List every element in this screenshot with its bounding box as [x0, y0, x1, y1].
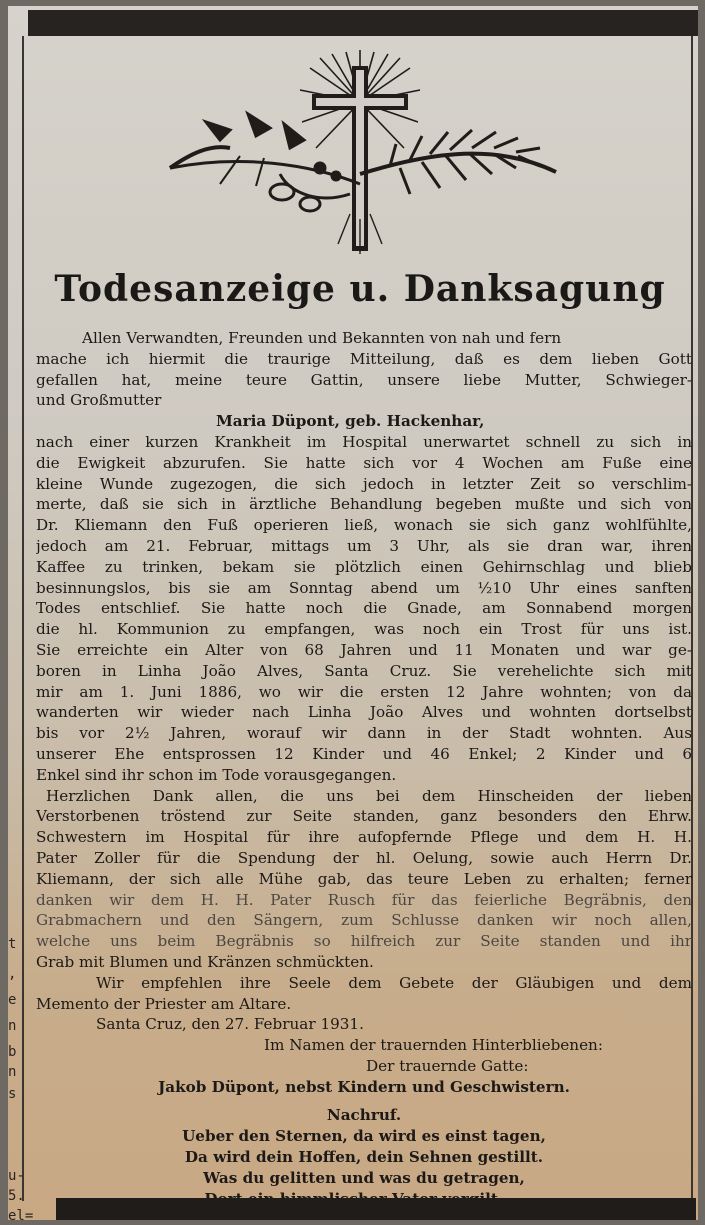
margin-fragment: el=	[8, 1208, 34, 1220]
newspaper-clipping	[8, 6, 698, 1220]
notice-line: Allen Verwandten, Freunden und Bekannten von nah und fern	[82, 329, 562, 347]
top-border-bar	[28, 10, 698, 36]
notice-line: kleine Wunde zugezogen, die sich jedoch in letzter Zeit so verschlim-	[36, 474, 692, 493]
notice-line: besinnungslos, bis sie am Sonntag abend um ½10 Uhr eines sanften	[36, 578, 692, 597]
left-margin-fragments	[8, 936, 34, 1220]
margin-fragment: u-	[8, 1168, 25, 1184]
notice-line: Dr. Kliemann den Fuß operieren ließ, wonach sie sich ganz wohlfühlte,	[36, 516, 692, 535]
bottom-border-bar	[56, 1198, 696, 1220]
margin-fragment: b	[8, 1044, 17, 1060]
notice-line: unserer Ehe entsprossen 12 Kinder und 46 Enkel; 2 Kinder und 6	[36, 744, 692, 763]
place-date: Santa Cruz, den 27. Februar 1931.	[96, 1015, 364, 1034]
thanks-line: Pater Zoller für die Spendung der hl. Oelung, sowie auch Herrn Dr.	[36, 848, 692, 867]
thanks-line: Grabmachern und den Sängern, zum Schlusse danken wir noch allen,	[36, 911, 692, 930]
margin-fragment: s	[8, 1086, 17, 1102]
notice-line: gefallen hat, meine teure Gattin, unsere liebe Mutter, Schwieger-	[36, 370, 692, 389]
notice-line: boren in Linha João Alves, Santa Cruz. Sie verehelichte sich mit	[36, 661, 692, 680]
poem-line: Da wird dein Hoffen, dein Sehnen gestillt.	[184, 1148, 544, 1167]
notice-line: bis vor 2½ Jahren, worauf wir dann in der Stadt wohnten. Aus	[36, 724, 692, 743]
cross-emblem	[160, 44, 560, 256]
margin-fragment: ,	[8, 966, 17, 982]
thanks-line: Verstorbenen tröstend zur Seite standen, ganz besonders den Ehrw.	[36, 807, 692, 826]
notice-line: die Ewigkeit abzurufen. Sie hatte sich vor 4 Wochen am Fuße eine	[36, 453, 692, 472]
margin-fragment: 5.	[8, 1188, 25, 1204]
poem-line: Was du gelitten und was du getragen,	[203, 1168, 525, 1187]
notice-line: Enkel sind ihr schon im Tode vorausgegangen.	[36, 765, 397, 784]
thanks-line: Memento der Priester am Altare.	[36, 994, 292, 1013]
thanks-line: Kliemann, der sich alle Mühe gab, das teure Leben zu erhalten; ferner	[36, 869, 692, 888]
margin-fragment: n	[8, 1018, 17, 1034]
palm-branch-icon	[360, 130, 556, 194]
thanks-line: danken wir dem H. H. Pater Rusch für das feierliche Begräbnis, den	[36, 890, 692, 909]
notice-title: Todesanzeige u. Danksagung	[54, 268, 666, 310]
notice-line: die hl. Kommunion zu empfangen, was noch ein Trost für uns ist.	[36, 620, 692, 639]
notice-line: jedoch am 21. Februar, mittags um 3 Uhr, als sie dran war, ihren	[36, 536, 692, 555]
notice-line: nach einer kurzen Krankheit im Hospital unerwartet schnell zu sich in	[36, 432, 692, 451]
deceased-name: Maria Düpont, geb. Hackenhar,	[216, 412, 485, 431]
margin-fragment: e	[8, 992, 17, 1008]
notice-line: und Großmutter	[36, 391, 162, 410]
left-column-rule	[22, 36, 24, 1201]
thanks-line: Herzlichen Dank allen, die uns bei dem Hinscheiden der lieben	[46, 786, 692, 805]
notice-line: Kaffee zu trinken, bekam sie plötzlich einen Gehirnschlag und blieb	[36, 557, 692, 576]
margin-fragment: n	[8, 1064, 17, 1080]
notice-line: mir am 1. Juni 1886, wo wir die ersten 12 Jahre wohnten; von da	[36, 682, 692, 701]
notice-line: Todes entschlief. Sie hatte noch die Gnade, am Sonnabend morgen	[36, 599, 692, 618]
notice-line: mache ich hiermit die traurige Mitteilung, daß es dem lieben Gott	[36, 349, 692, 368]
on-behalf-line: Im Namen der trauernden Hinterbliebenen:	[264, 1036, 603, 1055]
thanks-line: Grab mit Blumen und Kränzen schmückten.	[36, 952, 374, 971]
role-line: Der trauernde Gatte:	[366, 1056, 529, 1075]
thanks-line: Wir empfehlen ihre Seele dem Gebete der Gläubigen und dem	[96, 973, 692, 992]
signature-line: Jakob Düpont, nebst Kindern und Geschwistern.	[158, 1077, 570, 1096]
thanks-line: Schwestern im Hospital für ihre aufopfernde Pflege und dem H. H.	[36, 828, 692, 847]
poem-title: Nachruf.	[326, 1106, 402, 1125]
notice-line: wanderten wir wieder nach Linha João Alves und wohnten dortselbst	[36, 703, 692, 722]
cross-with-rays-icon	[300, 50, 420, 254]
margin-fragment: t	[8, 936, 17, 952]
notice-body	[36, 328, 692, 1209]
poem-line: Ueber den Sternen, da wird es einst tagen,	[182, 1127, 546, 1146]
lily-flowers-icon	[170, 114, 360, 211]
notice-line: merte, daß sie sich in ärztliche Behandlung begeben mußte und sich von	[36, 495, 692, 514]
thanks-line: welche uns beim Begräbnis so hilfreich zur Seite standen und ihr	[36, 932, 692, 951]
notice-line: Sie erreichte ein Alter von 68 Jahren und 11 Monaten und war ge-	[36, 640, 692, 659]
